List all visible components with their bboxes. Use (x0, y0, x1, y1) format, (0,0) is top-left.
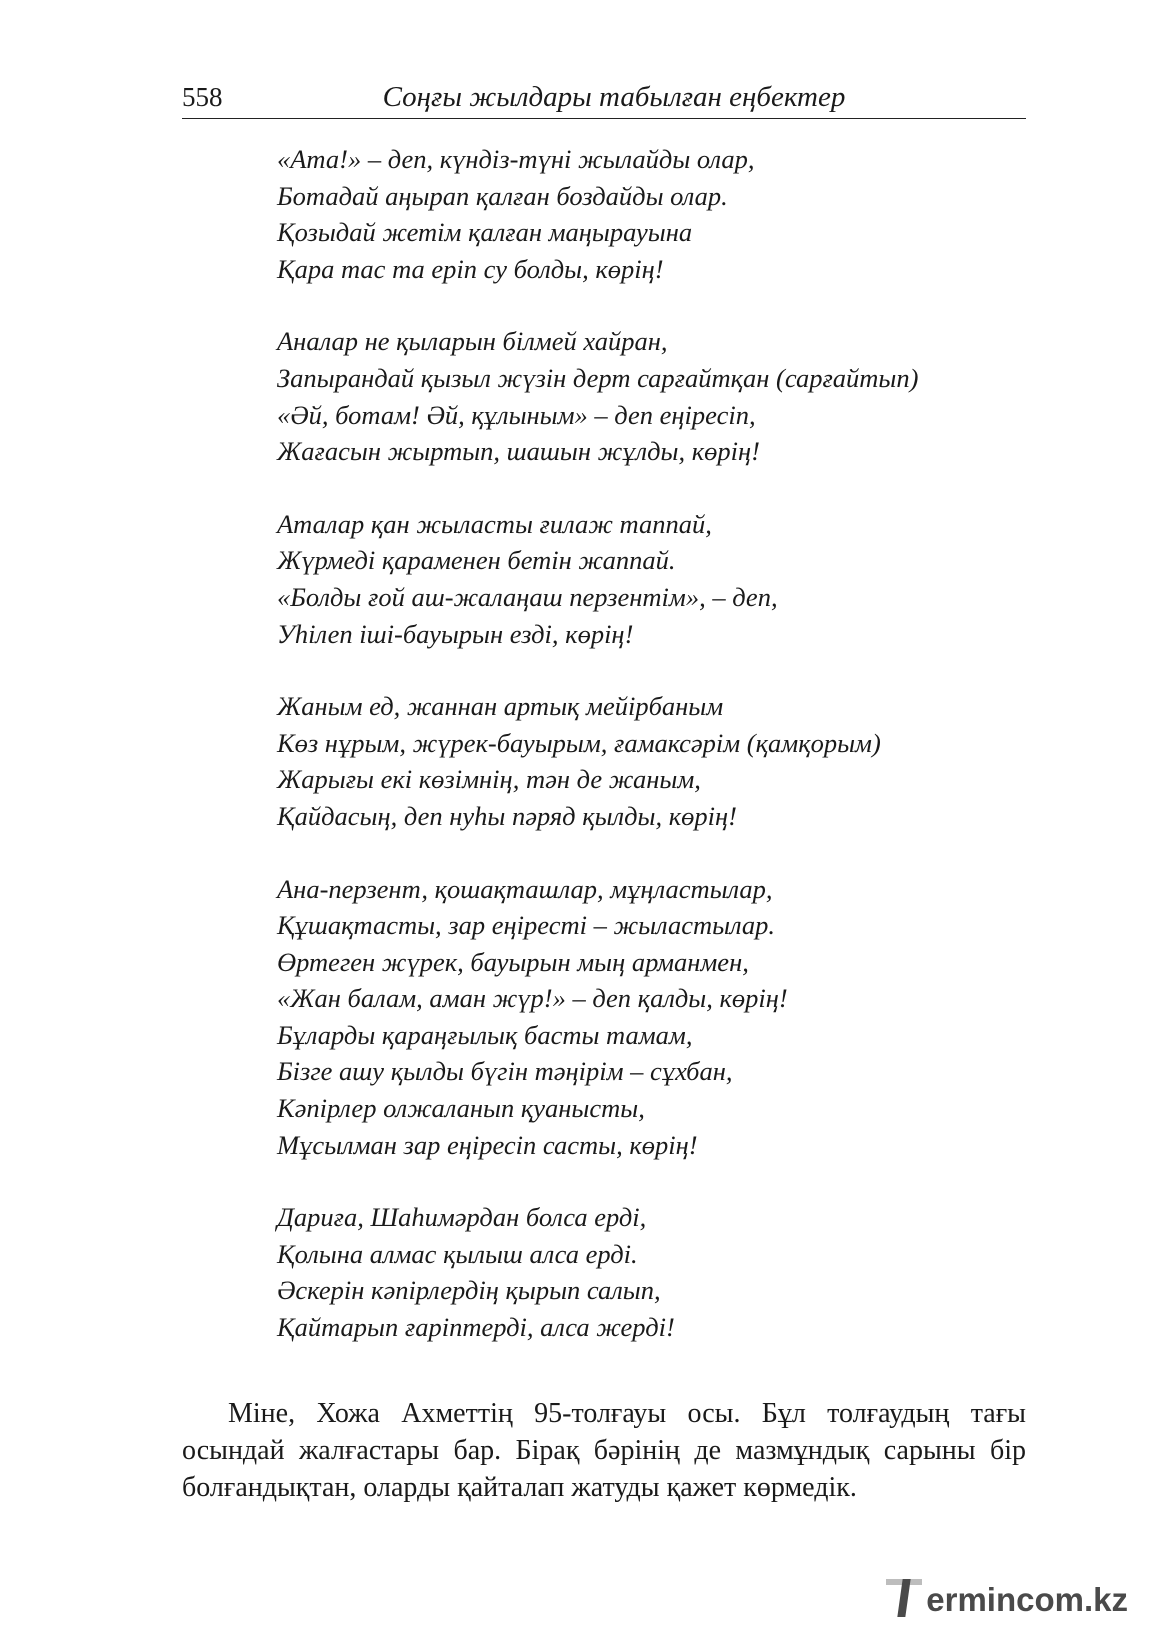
verse-line: Жарығы екі көзімнің, тән де жаным, (277, 764, 701, 795)
stanza (277, 1199, 1037, 1345)
stanza (277, 141, 1037, 287)
verse-line: Ана-перзент, қошақташлар, мұңластылар, (277, 873, 773, 904)
running-title: Соңғы жылдары табылған еңбектер (382, 81, 846, 113)
verse-line: Өртеген жүрек, бауырын мың арманмен, (277, 946, 749, 977)
verse-line: «Болды ғой аш-жалаңаш перзентім», – деп, (277, 581, 778, 612)
verse-line: Аталар қан жыласты ғилаж таппай, (277, 508, 712, 539)
verse-line: Бұларды қараңғылық басты тамам, (277, 1019, 693, 1050)
verse-line: Қара тас та еріп су болды, көрің! (277, 253, 664, 284)
verse-line: Қолына алмас қылыш алса ерді. (277, 1238, 638, 1269)
verse-line: Дариға, Шаһимәрдан болса ерді, (277, 1202, 647, 1233)
poem (277, 141, 1037, 1382)
verse-line: Әскерін кәпірлердің қырып салып, (277, 1275, 661, 1306)
watermark (886, 1571, 1128, 1619)
verse-line: Бізге ашу қылды бүгін тәңірім – сұхбан, (277, 1056, 733, 1087)
verse-line: Ботадай аңырап қалған боздайды олар. (277, 180, 728, 211)
verse-line: Қайтарып ғаріптерді, алса жерді! (277, 1312, 675, 1343)
verse-line: Кәпірлер олжаланып қуанысты, (277, 1093, 645, 1124)
stanza (277, 323, 1037, 469)
watermark-text: ermincom.kz (926, 1581, 1128, 1618)
verse-line: Жағасын жыртып, шашын жұлды, көрің! (277, 436, 760, 467)
stanza (277, 506, 1037, 652)
verse-line: Қозыдай жетім қалған маңырауына (277, 217, 693, 248)
verse-line: «Ата!» – деп, күндіз-түні жылайды олар, (277, 144, 755, 174)
verse-line: «Әй, ботам! Әй, құлыным» – деп еңіресіп, (277, 399, 756, 430)
verse-line: Көз нұрым, жүрек-бауырым, ғамаксәрім (қамқорым) (277, 727, 881, 758)
verse-line: «Жан балам, аман жүр!» – деп қалды, көрің! (277, 983, 788, 1014)
verse-line: Мұсылман зар еңіресіп састы, көрің! (277, 1129, 698, 1160)
verse-line: Запырандай қызыл жүзін дерт сарғайтқан (сарғайтып) (277, 362, 919, 393)
stanza (277, 688, 1037, 834)
verse-line: Жүрмеді қараменен бетін жаппай. (277, 545, 676, 576)
terminology-logo-icon (886, 1575, 926, 1619)
verse-line: Жаным ед, жаннан артық мейірбаным (277, 691, 724, 722)
stanza (277, 871, 1037, 1164)
page-number: 558 (182, 82, 223, 112)
verse-line: Уһілеп іші-бауырын езді, көрің! (277, 618, 634, 649)
verse-line: Қайдасың, деп нуһы пәряд қылды, көрің! (277, 800, 737, 831)
verse-line: Аналар не қыларын білмей хайран, (277, 326, 668, 357)
page-header (182, 78, 1026, 119)
verse-line: Құшақтасты, зар еңіресті – жыластылар. (277, 910, 776, 941)
closing-paragraph: Міне, Хожа Ахметтің 95-толғауы осы. Бұл толғаудың тағы осындай жалғастары бар. Бірақ бәрінің де мазмұндық сарыны бір болғандықтан, оларды қайталап жатуды қажет көрмедік. (182, 1398, 1026, 1503)
